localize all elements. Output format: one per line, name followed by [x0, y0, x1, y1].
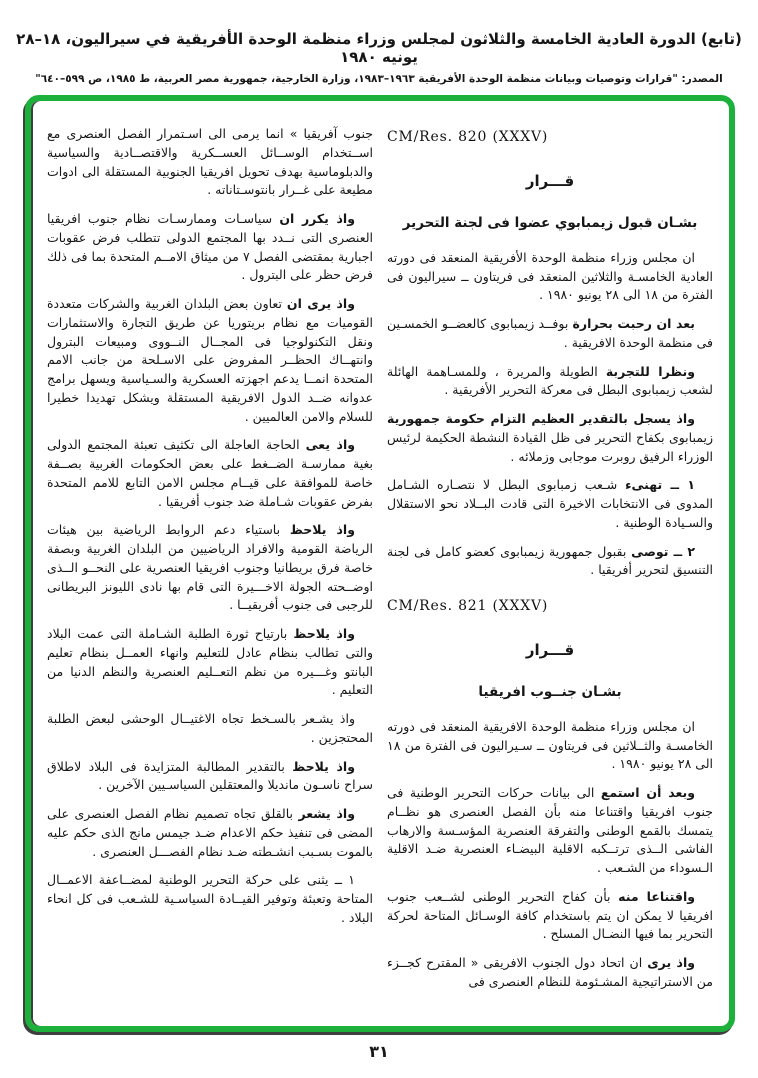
paragraph-lead: وبعد أن استمع [600, 785, 696, 800]
paragraph [47, 436, 373, 511]
resolution-820-subtitle: بشـان قبول زيمبابوي عضوا فى لجنة التحرير [402, 214, 698, 231]
paragraph-body: الى بيانات حركات التحرير الوطنية فى جنوب افريقيا واقتناعا منه بأن الفصل العنصرى هو نظــام يتمسك بالقمع الوطنى والتفرقة العنصرية المؤسـسة والارهاب الفاشى الــذى ترتــكبه الاقلية البيضـاء العنصرية ضـد الاقلية الـسوداء من الشـعب . [387, 785, 713, 875]
paragraph-lead: واقتناعا منه [618, 888, 696, 904]
paragraph-body: ان اتحاد دول الجنوب الافريقى « المقترح كجــزء من الاستراتيجية المشـئومة للنظام العنصرى فى [387, 955, 713, 989]
paragraph-body: الطويلة والمريرة ، وللمسـاهمة الهائلة لشعب زيمبابوى البطل فى معركة التحرير الأفريقية . [387, 363, 713, 398]
paragraph-lead: واذ يلاحظ [289, 522, 355, 538]
paragraph-body: واذ يشـعر بالسـخط تجاه الاغتيــال الوحشى لبعض الطلبة المحتجزين . [47, 711, 373, 745]
paragraph-body: زيمبابوى بكفاح التحرير فى ظل القيادة النشطة الحكيمة لرئيس الوزراء الرفيق روبرت موجابى وزملائه . [387, 429, 713, 464]
paragraph-body: ان مجلس وزراء منظمة الوحدة الأفريقية المنعقد فى دورته العادية الخامسـة والثلاثين المنعقد فى فريتاون ــ سيراليون فى الفترة من ١٨ الى ٢٨ يونيو ١٩٨٠ . [387, 249, 713, 303]
resolution-821-subtitle: بشـان جنــوب افريقيا [478, 683, 622, 700]
paragraph-lead: واذ يلاحظ [292, 758, 355, 774]
paragraph [387, 784, 713, 878]
resolution-821-title: قـــرار [525, 641, 575, 659]
source-citation: المصدر: "قرارات وتوصيات وبيانات منظمة الوحدة الأفريقية ١٩٦٣–١٩٨٣، وزارة الخارجية، جمهورية مصر العربية، ط ١٩٨٥، ص ٥٩٩–٦٤٠" [35, 73, 723, 85]
paragraph [47, 758, 373, 796]
paragraph-lead: ونظرا للتجربة [605, 363, 695, 379]
paragraph [387, 543, 713, 581]
paragraph [47, 710, 373, 748]
resolution-821-id: CM/Res. 821 (XXXV) [387, 598, 549, 614]
paragraph-body: جنوب آفريقيا » انما يرمى الى اسـتمرار الفصل العنصرى مع اســتخدام الوســائل العســكرية والاقتصــادية والسياسية والدبلوماسية بهدف تحويل افريقيا الجنوبية المستقلة الى ادوات مطيعة على غــرار بانتوسـتاناته . [47, 126, 373, 198]
paragraph [387, 315, 713, 353]
content-border-box [25, 95, 735, 1032]
column-left [47, 125, 373, 1018]
paragraph-body: شـعب زمبابوى البطل لا نتصـاره الشـامل المدوى فى الانتخابات الاخيرة التى قادت البــلاد نحو الاستقلال والسـيادة الوطنية . [387, 477, 713, 530]
paragraph-lead: واذ يكرر ان [279, 211, 355, 226]
paragraph [47, 625, 373, 700]
paragraph-lead: واذ يعى [305, 437, 356, 453]
paragraph-body: بوفــد زيمبابوى كالعضــو الخمسـين فى منظمة الوحدة الافريقية . [387, 316, 713, 350]
paragraph-lead: بعد ان رحبت بحرارة [572, 316, 695, 331]
paragraph [387, 718, 713, 774]
paragraph-body: الحاجة العاجلة الى تكثيف تعبئة المجتمع الدولى بغية ممارسـة الضــغط على بعض الحكومات الغربية بصــفة خاصة للموافقة على قيــام مجلس الامن التابع للامم المتحدة بفرض عقوبات شـاملة ضد جنوب أفريقيا . [47, 437, 373, 509]
paragraph-lead: ٢ ــ توصى [631, 543, 695, 559]
paragraph-body: سياسـات وممارسـات نظام جنوب افريقيا العنصرى التى نــدد بها المجتمع الدولى تتطلب فرض عقوبات اجبارية بمقتضى الفصل ٧ من ميثاق الامــم المتحدة بما فى ذلك فرض حظر على البترول . [47, 211, 373, 283]
paragraph [387, 476, 713, 532]
session-title: (تابع) الدورة العادية الخامسة والثلاثون لمجلس وزراء منظمة الوحدة الأفريقية في سيراليون، ١٨–٢٨ يونيه ١٩٨٠ [16, 30, 742, 66]
paragraph [47, 521, 373, 615]
paragraph-lead: واذ يرى ان [286, 296, 355, 311]
paragraph-body: بقبول جمهورية زيمبابوى كعضو كامل فى لجنة التنسيق لتحرير أفريقيا . [387, 543, 713, 578]
paragraph-body: ١ ــ يثنى على حركة التحرير الوطنية لمضــاعفة الاعمــال المتاحة وتعبئة وتوفير القيــادة السياسـية للشـعب فى كل انحاء البلاد . [47, 872, 373, 925]
paragraph [47, 210, 373, 285]
resolution-820-title: قـــرار [525, 172, 575, 190]
paragraph-body: بالقلق تجاه تصميم نظام الفصل العنصرى على المضى فى تنفيذ حكم الاعدام ضـد جيمس مانج الذى حكم عليه بالموت بسـبب انشـطته ضـد نظام الفصـــل العنصرى . [47, 806, 373, 859]
paragraph-body: ان مجلس وزراء منظمة الوحدة الافريقية المنعقد فى دورته الخامسـة والثــلاثين فى فريتاون ــ سـيراليون فى الفترة من ١٨ الى ٢٨ يونيو ١٩٨٠ . [387, 718, 713, 772]
paragraph-lead: واذ يلاحظ [293, 626, 355, 641]
paragraph [387, 410, 713, 466]
paragraph [387, 363, 713, 401]
column-right [387, 125, 713, 1018]
paragraph [47, 125, 373, 200]
resolution-820-id: CM/Res. 820 (XXXV) [387, 129, 549, 145]
paragraph-body: باستياء دعم الروابط الرياضية بين هيئات الرياضة القومية والافراد الرياضيين من البلدان الغربية وبصفة خاصة فرق بريطانيا وجنوب افريقيا العنصرية على النحــو الــذى اوضــحته الجولة الاخـــيرة التى قام بها نادى الليونز البريطانى للرجبى فى جنوب أفريقيــا . [47, 522, 373, 613]
page-header [0, 30, 758, 85]
paragraph-lead: واذ يرى [647, 955, 696, 970]
paragraph [47, 295, 373, 426]
paragraph [387, 954, 713, 992]
paragraph [387, 888, 713, 944]
paragraph-lead: واذ يسجل بالتقدير العظيم التزام حكومة جمهورية [387, 411, 695, 426]
paragraph-lead: ١ ــ تهنىء [625, 477, 695, 493]
paragraph-body: بارتياح ثورة الطلبة الشـاملة التى عمت البلاد والتى تطالب بنظام عادل للتعليم وانهاء العمــل بنظام تعليم البانتو وغـــيره من نظم التعــليم العنصرية والنظم الدنيا من التعليم . [47, 626, 373, 698]
paragraph [47, 805, 373, 861]
paragraph [387, 249, 713, 305]
paragraph-lead: واذ يشعر [298, 806, 355, 821]
paragraph [47, 871, 373, 927]
page-number: ٣١ [369, 1042, 389, 1061]
paragraph-body: تعاون بعض البلدان الغربية والشركات متعددة القوميات مع نظام بريتوريا عن طريق التجارة والاستثمارات ونقل التكنولوجيا فى المجــال النــووى ومبيعات البترول وانتهــاك الحظــر المفروض على الاسـلحة من جانب الامم المتحدة انمــا يدعم اجهزته العسكرية والسـياسية ويسهل برامج عدوانه ضــد الدول الافريقية المستقلة ويشكل تهديدا خطيرا للسلام والامن العالميين . [47, 296, 373, 424]
paragraph-body: بالتقدير المطالبة المتزايدة فى البلاد لاطلاق سراح ناسـون مانديلا والمعتقلين السياسـيين الآخرين . [47, 758, 373, 793]
paragraph-body: بأن كفاح التحرير الوطنى لشــعب جنوب افريقيا لا يمكن ان يتم باستخدام كافة الوسـائل المتاحة لحركة التحرير بما فيها النضـال المسلح . [387, 888, 713, 942]
